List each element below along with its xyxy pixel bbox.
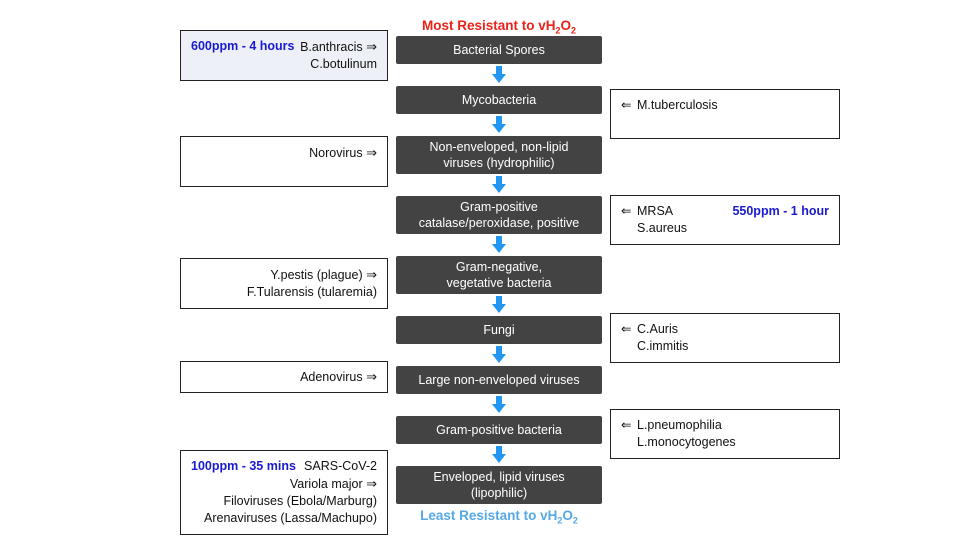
most-resistant-o: O	[560, 18, 572, 33]
arrow-right-icon: ⇒	[366, 476, 377, 491]
right-box-mycobacteria	[610, 89, 840, 139]
tier-label-line2: catalase/peroxidase, positive	[418, 216, 580, 230]
dosage-label: 100ppm - 35 mins	[191, 459, 296, 473]
arrow-down-icon	[396, 174, 602, 196]
tier-label-line1: Gram-negative,	[455, 260, 543, 274]
arrow-left-icon: ⇐	[621, 98, 632, 112]
least-resistant-o: O	[562, 508, 573, 523]
right-box-gram-positive-catalase	[610, 195, 840, 245]
arrow-left-icon: ⇐	[621, 322, 632, 336]
organism-name: C.botulinum	[310, 57, 377, 71]
arrow-left-icon: ⇐	[621, 418, 632, 432]
right-box-gram-positive-bacteria	[610, 409, 840, 459]
organism-name: C.immitis	[637, 339, 689, 353]
tier-label-line1: Non-enveloped, non-lipid	[429, 140, 569, 154]
left-box-norovirus	[180, 136, 388, 187]
arrow-right-icon: ⇒	[366, 39, 377, 54]
tier-label-line2: vegetative bacteria	[446, 276, 552, 290]
arrow-down-icon	[396, 234, 602, 256]
organism-name: B.anthracis	[300, 40, 363, 54]
tier-label: Bacterial Spores	[453, 43, 545, 57]
tier-large-non-enveloped-viruses	[396, 366, 602, 394]
tier-label: Mycobacteria	[461, 93, 537, 107]
left-box-bacterial-spores	[180, 30, 388, 81]
tier-label-line1: Enveloped, lipid viruses	[433, 470, 565, 484]
most-resistant-text: Most Resistant to vH	[421, 18, 556, 33]
organism-name: Adenovirus	[300, 370, 363, 384]
most-resistant-sub-2: 2	[555, 25, 561, 36]
left-box-gram-negative	[180, 258, 388, 309]
dosage-label: 550ppm - 1 hour	[732, 204, 829, 218]
arrow-right-icon: ⇒	[366, 267, 377, 282]
tier-label: Large non-enveloped viruses	[418, 373, 580, 387]
tier-label-line2: viruses (hydrophilic)	[443, 156, 555, 170]
tier-enveloped-lipid-viruses	[396, 466, 602, 504]
least-resistant-label	[396, 508, 602, 529]
organism-name: Variola major	[289, 477, 363, 491]
tier-gram-negative-vegetative-bacteria	[396, 256, 602, 294]
arrow-left-icon: ⇐	[621, 204, 632, 218]
least-resistant-sub-2: 2	[557, 515, 563, 526]
tier-label: Gram-positive bacteria	[436, 423, 562, 437]
tier-gram-positive-catalase-peroxidase	[396, 196, 602, 234]
tier-fungi	[396, 316, 602, 344]
tier-bacterial-spores	[396, 36, 602, 64]
organism-name: S.aureus	[637, 221, 688, 235]
arrow-right-icon: ⇒	[366, 369, 377, 384]
least-resistant-text: Least Resistant to vH	[420, 508, 558, 523]
most-resistant-sub-2b: 2	[571, 25, 577, 36]
resistance-ladder	[396, 18, 602, 529]
organism-name: L.monocytogenes	[637, 435, 736, 449]
organism-name: Norovirus	[309, 146, 363, 160]
left-box-enveloped-lipid-viruses	[180, 450, 388, 535]
arrow-down-icon	[396, 444, 602, 466]
organism-name: Y.pestis (plague)	[270, 268, 363, 282]
organism-name: L.pneumophilia	[637, 418, 722, 432]
tier-label-line2: (lipophilic)	[470, 486, 528, 500]
arrow-down-icon	[396, 394, 602, 416]
organism-name: SARS-CoV-2	[304, 459, 377, 473]
tier-label: Fungi	[483, 323, 515, 337]
organism-name: C.Auris	[637, 322, 678, 336]
organism-name: MRSA	[637, 204, 674, 218]
left-box-adenovirus	[180, 361, 388, 393]
arrow-right-icon: ⇒	[366, 145, 377, 160]
right-box-fungi	[610, 313, 840, 363]
organism-name: Filoviruses (Ebola/Marburg)	[223, 494, 377, 508]
organism-name: Arenaviruses (Lassa/Machupo)	[204, 511, 377, 525]
least-resistant-sub-2b: 2	[572, 515, 578, 526]
tier-label-line1: Gram-positive	[460, 200, 538, 214]
tier-mycobacteria	[396, 86, 602, 114]
arrow-down-icon	[396, 344, 602, 366]
arrow-down-icon	[396, 294, 602, 316]
tier-non-enveloped-non-lipid-viruses	[396, 136, 602, 174]
arrow-down-icon	[396, 64, 602, 86]
dosage-label: 600ppm - 4 hours	[191, 39, 295, 53]
organism-name: F.Tularensis (tularemia)	[246, 285, 377, 299]
most-resistant-label	[396, 18, 602, 36]
organism-name: M.tuberculosis	[637, 98, 718, 112]
tier-gram-positive-bacteria	[396, 416, 602, 444]
arrow-down-icon	[396, 114, 602, 136]
